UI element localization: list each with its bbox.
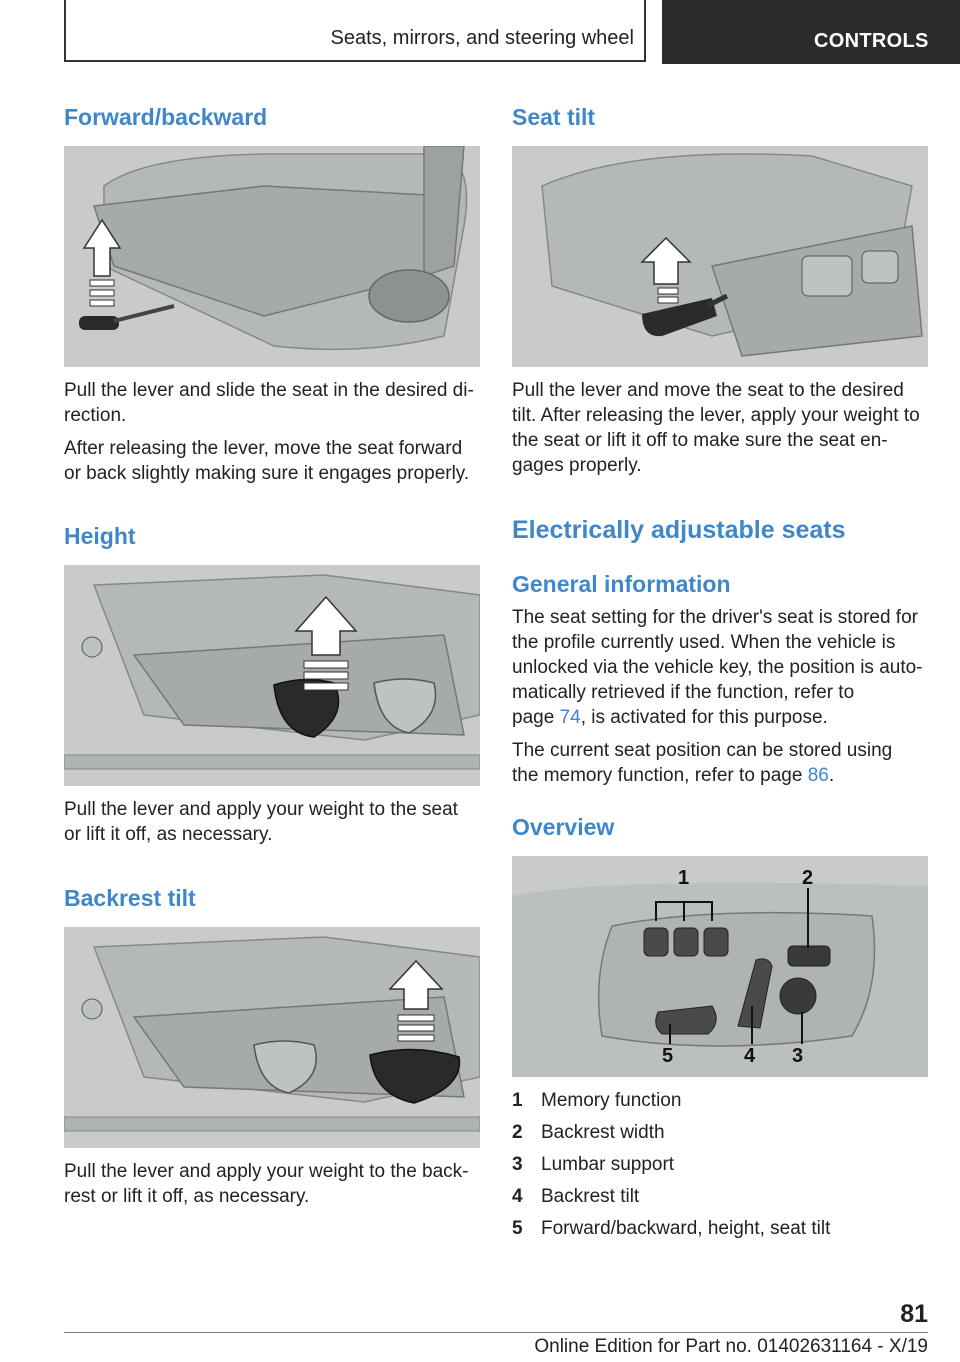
heading-general-information: General information [512,571,731,597]
callout-3: 3 [792,1045,804,1067]
heading-seat-tilt: Seat tilt [512,104,596,130]
forward-p1-line2: rection. [64,405,127,426]
forward-p2-line1: After releasing the lever, move the seat forward [64,438,463,459]
general-line3: unlocked via the vehicle key, the position is auto- [512,657,923,678]
general-line5-pre: page [512,707,560,728]
general-info-paragraph [512,605,928,730]
seat-tilt-line2: tilt. After releasing the lever, apply your weight to [512,405,920,426]
height-paragraph [64,797,480,847]
heading-backrest-tilt: Backrest tilt [64,885,196,911]
footer-edition: Online Edition for Part no. 01402631164 - X/19 [534,1336,928,1357]
page-ref-74-link[interactable]: 74 [559,707,581,728]
height-p-line1: Pull the lever and apply your weight to the seat [64,799,458,820]
general-line4: matically retrieved if the function, refer to [512,682,855,703]
page-number: 81 [900,1300,928,1328]
seat-tilt-paragraph [512,378,928,478]
figure-height [64,565,480,786]
callout-4: 4 [744,1045,756,1067]
forward-paragraph-2 [64,436,480,486]
general-line5-post: , is activated for this purpose. [580,707,828,728]
figure-seat-tilt [512,146,928,367]
legend-number: 5 [512,1218,523,1239]
legend-number: 2 [512,1122,523,1143]
forward-p2-line2: or back slightly making sure it engages properly. [64,463,470,484]
page-ref-86-link[interactable]: 86 [807,765,829,786]
legend-label: Backrest tilt [541,1186,640,1207]
footer-divider [64,1332,928,1333]
general-line2: the profile currently used. When the vehicle is [512,632,896,653]
callout-1: 1 [678,867,690,889]
legend-number: 1 [512,1090,523,1111]
backrest-p-line2: rest or lift it off, as necessary. [64,1186,310,1207]
heading-electrically-adjustable-seats: Electrically adjustable seats [512,516,846,544]
memory-line1: The current seat position can be stored using [512,740,893,761]
seat-tilt-line1: Pull the lever and move the seat to the desired [512,380,904,401]
legend-number: 4 [512,1186,523,1207]
legend-label: Memory function [541,1090,682,1111]
figure-forward-backward [64,146,480,367]
memory-paragraph [512,738,928,788]
memory-line2-pre: the memory function, refer to page [512,765,808,786]
header-section-box [64,0,646,62]
forward-p1-line1: Pull the lever and slide the seat in the desired di- [64,380,474,401]
legend-number: 3 [512,1154,523,1175]
callout-5: 5 [662,1045,674,1067]
memory-line2-post: . [828,765,835,786]
header-section-title: Seats, mirrors, and steering wheel [330,27,634,49]
header-chapter-tab [662,0,960,64]
legend-label: Forward/backward, height, seat tilt [541,1218,831,1239]
height-p-line2: or lift it off, as necessary. [64,824,273,845]
legend-label: Backrest width [541,1122,665,1143]
seat-tilt-line4: gages properly. [512,455,642,476]
heading-overview: Overview [512,814,615,840]
backrest-p-line1: Pull the lever and apply your weight to the back- [64,1161,469,1182]
heading-height: Height [64,523,136,549]
header-chapter-label: CONTROLS [814,30,929,52]
figure-backrest-tilt [64,927,480,1148]
heading-forward-backward: Forward/backward [64,104,268,130]
general-line1: The seat setting for the driver's seat is stored for [512,607,918,628]
seat-tilt-line3: the seat or lift it off to make sure the seat en- [512,430,888,451]
figure-seat-control-panel [512,856,928,1077]
backrest-paragraph [64,1159,480,1209]
forward-paragraph-1 [64,378,480,428]
legend-label: Lumbar support [541,1154,675,1175]
callout-2: 2 [802,867,814,889]
